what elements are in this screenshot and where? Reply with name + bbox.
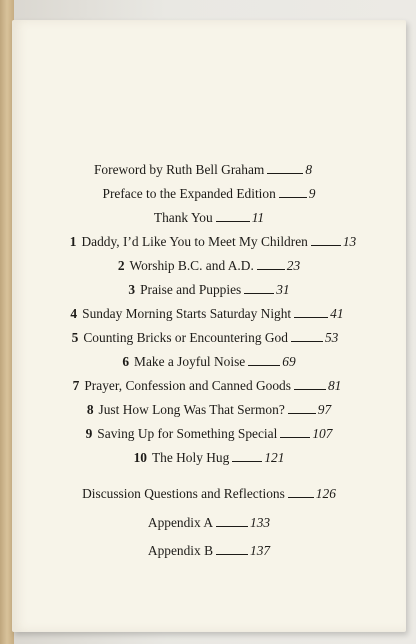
toc-leader <box>257 258 285 270</box>
toc-leader <box>288 402 316 414</box>
toc-entry-page: 81 <box>327 378 342 393</box>
toc-entry-chapter-7 <box>10 378 404 394</box>
toc-entry-page: 121 <box>264 450 285 465</box>
toc-entry-chapter-4 <box>10 306 404 322</box>
toc-leader <box>294 378 326 390</box>
toc-entry-number: 7 <box>72 378 80 393</box>
toc-entry-number: 1 <box>69 234 77 249</box>
toc-leader <box>216 543 248 555</box>
toc-entry-number: 10 <box>133 450 147 465</box>
toc-entry-title: Praise and Puppies <box>140 282 242 297</box>
toc-entry-number: 5 <box>71 330 79 345</box>
toc-entry-chapter-9 <box>12 426 406 442</box>
toc-entry-chapter-3 <box>12 282 406 298</box>
toc-entry-appendix-a <box>12 515 406 531</box>
toc-leader <box>232 450 262 462</box>
book-page <box>12 20 406 632</box>
toc-entry-title: Sunday Morning Starts Saturday Night <box>82 306 292 321</box>
toc-entry-title: The Holy Hug <box>151 450 230 465</box>
toc-entry-chapter-8 <box>12 402 406 418</box>
toc-entry-appendix-b <box>12 543 406 559</box>
toc-entry-title: Counting Bricks or Encountering God <box>83 330 288 345</box>
toc-entry-page: 41 <box>330 306 344 321</box>
toc-entry-chapter-1 <box>16 234 410 250</box>
toc-entry-page: 53 <box>324 330 339 345</box>
toc-leader <box>294 306 328 318</box>
toc-entry-number: 6 <box>122 354 130 369</box>
toc-entry-chapter-5 <box>8 330 402 346</box>
toc-leader <box>244 282 274 294</box>
toc-entry-title: Appendix B <box>147 543 213 558</box>
toc-entry-page: 133 <box>250 515 271 530</box>
toc-entry-foreword <box>6 162 400 178</box>
toc-entry-number: 3 <box>128 282 136 297</box>
toc-entry-page: 107 <box>312 426 333 441</box>
toc-entry-title: Saving Up for Something Special <box>97 426 278 441</box>
toc-entry-title: Daddy, I’d Like You to Meet My Children <box>81 234 308 249</box>
table-of-contents <box>12 20 406 632</box>
toc-entry-number: 2 <box>117 258 125 273</box>
toc-entry-number: 4 <box>70 306 78 321</box>
toc-entry-chapter-10 <box>12 450 406 466</box>
toc-entry-page: 8 <box>305 162 313 177</box>
toc-entry-title: Foreword by Ruth Bell Graham <box>93 162 265 177</box>
toc-entry-page: 11 <box>251 210 265 225</box>
toc-entry-page: 137 <box>250 543 271 558</box>
toc-leader <box>216 210 250 222</box>
toc-entry-page: 13 <box>342 234 357 249</box>
toc-entry-page: 31 <box>276 282 290 297</box>
toc-entry-title: Appendix A <box>147 515 213 530</box>
toc-leader <box>216 515 248 527</box>
toc-entry-title: Preface to the Expanded Edition <box>102 186 276 201</box>
toc-entry-number: 9 <box>85 426 93 441</box>
toc-entry-page: 9 <box>308 186 316 201</box>
toc-leader <box>279 186 307 198</box>
toc-entry-title: Prayer, Confession and Canned Goods <box>84 378 291 393</box>
toc-entry-thank-you <box>12 210 406 226</box>
toc-entry-title: Worship B.C. and A.D. <box>129 258 254 273</box>
toc-entry-number: 8 <box>86 402 94 417</box>
toc-entry-page: 126 <box>315 486 336 501</box>
toc-entry-chapter-6 <box>12 354 406 370</box>
toc-leader <box>291 330 323 342</box>
toc-leader <box>248 354 280 366</box>
toc-leader <box>311 234 341 246</box>
toc-entry-page: 23 <box>286 258 301 273</box>
toc-entry-chapter-2 <box>12 258 406 274</box>
toc-leader <box>267 162 303 174</box>
toc-entry-title: Make a Joyful Noise <box>134 354 246 369</box>
toc-entry-page: 97 <box>317 402 332 417</box>
toc-entry-title: Thank You <box>153 210 213 225</box>
toc-leader <box>280 426 310 438</box>
toc-entry-title: Just How Long Was That Sermon? <box>98 402 285 417</box>
toc-entry-page: 69 <box>282 354 296 369</box>
toc-leader <box>288 486 314 498</box>
toc-entry-discussion <box>12 486 406 502</box>
toc-entry-preface <box>12 186 406 202</box>
toc-entry-title: Discussion Questions and Reflections <box>82 486 285 501</box>
